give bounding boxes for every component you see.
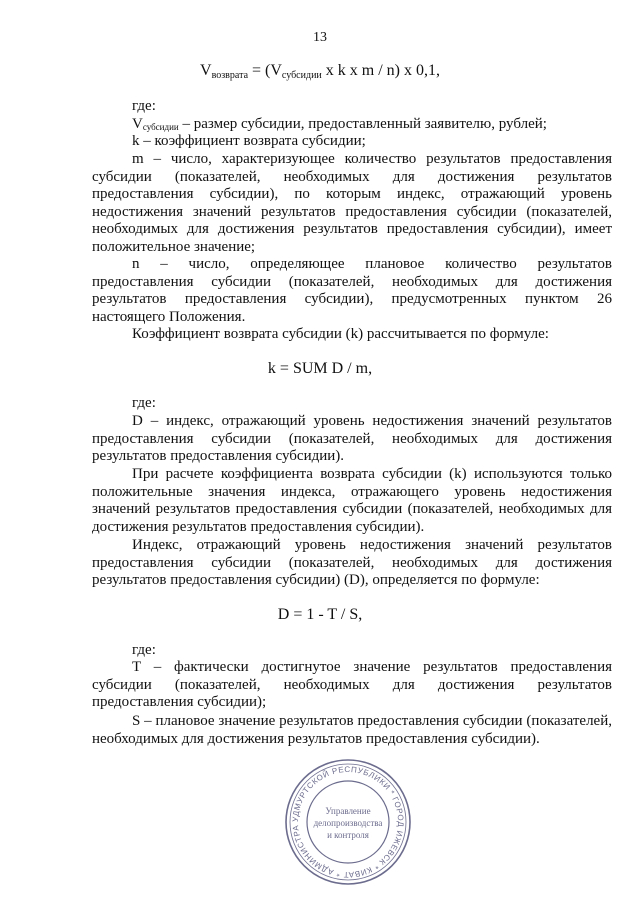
paragraph-index-formula: Индекс, отражающий уровень недостижения значений результатов предоставления субсидии (показателей, необходимых для достижения результатов предоставления субсидии) (D), определяется по формуле: [92, 537, 612, 588]
official-stamp [282, 756, 414, 888]
formula-eq-right: x k x m / n) x 0,1, [321, 62, 440, 79]
definition-k: k – коэффициент возврата субсидии; [132, 133, 366, 149]
definition-v [92, 116, 612, 134]
stamp-seal-graphic [282, 756, 414, 888]
formula-k: k = SUM D / m, [267, 360, 373, 377]
definition-n: n – число, определяющее плановое количество результатов предоставления субсидии (показателей, необходимых для достижения результатов предоставления субсидии), предусмотренных пунктом 26 настоящего Положения. [92, 256, 612, 325]
definition-m: m – число, характеризующее количество результатов предоставления субсидии (показателей, необходимых для достижения результатов предоставления субсидии), по которым индекс, отражающий уровень недостижения значений результатов предоставления субсидии (показателей, необходимых для достижения результатов предоставления субсидии), имеет положительное значение; [92, 151, 612, 255]
where-label-2: где: [132, 395, 156, 411]
where-label: где: [132, 98, 156, 114]
stamp-inner-line-3: и контроля [327, 830, 369, 840]
paragraph-positive-values: При расчете коэффициента возврата субсидии (k) используются только положительные значения индекса, отражающего уровень недостижения значений результатов предоставления субсидии (показателей, необходимых для достижения результатов предоставления субсидии). [92, 466, 612, 535]
def-v-subscript: субсидии [142, 122, 179, 132]
stamp-inner-line-1: Управление [325, 806, 371, 816]
formula-refund-volume [0, 62, 640, 81]
definition-s: S – плановое значение результатов предоставления субсидии (показателей, необходимых для достижения результатов предоставления субсидии). [92, 713, 612, 747]
def-v-text: – размер субсидии, предоставленный заявителю, рублей; [178, 116, 547, 132]
k-formula-intro: Коэффициент возврата субсидии (k) рассчитывается по формуле: [132, 326, 549, 342]
formula-subsidy-subscript: субсидии [281, 70, 322, 81]
stamp-inner-line-2: делопроизводства [313, 818, 383, 828]
page-number: 13 [313, 30, 327, 45]
def-v-symbol: V [132, 116, 143, 132]
definition-t: T – фактически достигнутое значение результатов предоставления субсидии (показателей, необходимых для достижения результатов предоставления субсидии); [92, 659, 612, 710]
formula-v-subscript: возврата [211, 70, 249, 81]
where-label-3: где: [132, 642, 156, 658]
formula-d: D = 1 - T / S, [277, 606, 363, 623]
formula-v: V [200, 62, 212, 79]
stamp-ring-text: УДМУРТСКОЙ РЕСПУБЛИКИ * ГОРОД ИЖЕВСК * КИВАТ * АДМИНИСТРА [290, 764, 406, 880]
formula-eq-left: = (V [248, 62, 282, 79]
definition-d: D – индекс, отражающий уровень недостижения значений результатов предоставления субсидии (показателей, необходимых для достижения результатов предоставления субсидии). [92, 413, 612, 464]
